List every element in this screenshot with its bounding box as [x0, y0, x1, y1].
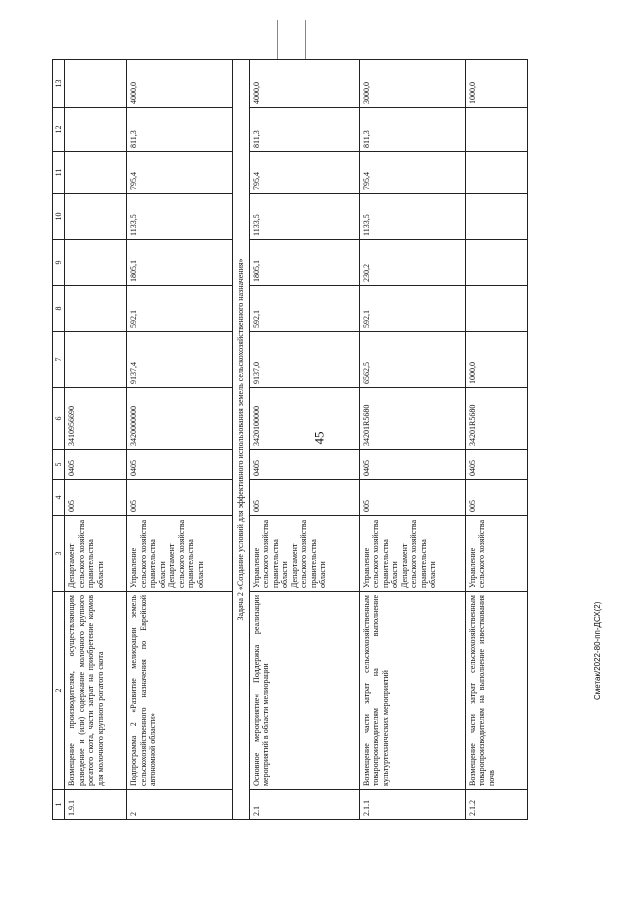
row-value: 9137,4 — [127, 332, 233, 388]
header-cell: 10 — [53, 194, 65, 240]
row-value: 1133,5 — [127, 194, 233, 240]
row-value: 1000,0 — [465, 60, 527, 108]
row-executor: Управление сельского хозяйства правительства области Департамент сельского хозяйства правительства области — [249, 516, 359, 592]
row-description: Возмещение производителям, осуществляющим разведение и (или) содержание молочного крупного рогатого скота, части затрат на приобретение кормов для молочного крупного рогатого скота — [65, 592, 127, 790]
row-value — [465, 108, 527, 152]
row-code: 0405 — [249, 450, 359, 480]
row-value: 230,2 — [359, 240, 465, 286]
row-value — [65, 332, 127, 388]
table-row — [127, 60, 233, 820]
row-description: Основное мероприятие« Поддержка реализации мероприятий в области мелиорации — [249, 592, 359, 790]
row-value: 811,3 — [359, 108, 465, 152]
row-value — [65, 108, 127, 152]
header-cell: 7 — [53, 332, 65, 388]
row-code: 0405 — [465, 450, 527, 480]
row-executor: Управление сельского хозяйства — [465, 516, 527, 592]
row-value — [65, 60, 127, 108]
row-code: 3420100000 — [249, 388, 359, 450]
task-row — [233, 60, 249, 820]
row-value: 1133,5 — [359, 194, 465, 240]
header-cell: 13 — [53, 60, 65, 108]
row-executor: Департамент сельского хозяйства правительства области — [65, 516, 127, 592]
row-number: 1.9.1 — [65, 790, 127, 820]
row-code: 34201R5680 — [359, 388, 465, 450]
row-code: 005 — [465, 480, 527, 516]
task-title: Задача 2 «Создание условий для эффективного использования земель сельскохозяйственного назначения» — [233, 60, 249, 820]
header-cell: 3 — [53, 516, 65, 592]
header-cell: 8 — [53, 286, 65, 332]
row-code: 3410956690 — [65, 388, 127, 450]
row-value: 795,4 — [249, 152, 359, 194]
row-code: 005 — [249, 480, 359, 516]
row-value — [65, 194, 127, 240]
rotated-table-container — [52, 60, 612, 820]
row-number: 2 — [127, 790, 233, 820]
budget-table — [52, 59, 528, 820]
row-code: 005 — [127, 480, 233, 516]
top-rule-right — [305, 20, 306, 60]
table-row — [359, 60, 465, 820]
row-value: 6562,5 — [359, 332, 465, 388]
row-value — [465, 240, 527, 286]
row-executor: Управление сельского хозяйства правительства области Департамент сельского хозяйства правительства области — [359, 516, 465, 592]
row-value: 1133,5 — [249, 194, 359, 240]
header-row — [53, 60, 65, 820]
row-value — [465, 286, 527, 332]
row-executor: Управление сельского хозяйства правительства области Департамент сельского хозяйства правительства области — [127, 516, 233, 592]
row-code: 34201R5680 — [465, 388, 527, 450]
row-code: 3420000000 — [127, 388, 233, 450]
header-cell: 9 — [53, 240, 65, 286]
row-value: 795,4 — [127, 152, 233, 194]
row-value: 795,4 — [359, 152, 465, 194]
row-value: 1805,1 — [127, 240, 233, 286]
table-row — [65, 60, 127, 820]
header-cell: 1 — [53, 790, 65, 820]
row-value: 3000,0 — [359, 60, 465, 108]
table-row — [465, 60, 527, 820]
row-code: 0405 — [359, 450, 465, 480]
row-code: 005 — [359, 480, 465, 516]
row-value: 4000,0 — [127, 60, 233, 108]
row-value: 811,3 — [249, 108, 359, 152]
row-number: 2.1 — [249, 790, 359, 820]
row-value: 811,3 — [127, 108, 233, 152]
row-code: 0405 — [127, 450, 233, 480]
header-cell: 4 — [53, 480, 65, 516]
row-value: 9137,0 — [249, 332, 359, 388]
row-value — [465, 194, 527, 240]
row-value — [65, 240, 127, 286]
header-cell: 11 — [53, 152, 65, 194]
row-value: 592,1 — [359, 286, 465, 332]
row-description: Возмещение части затрат сельскохозяйственным товаропроизводителям на выполнение культуртехнических мероприятий — [359, 592, 465, 790]
row-value: 1000,0 — [465, 332, 527, 388]
row-description: Подпрограмма 2 «Развитие мелиорации земель сельскохозяйственного назначения по Еврейской автономной области» — [127, 592, 233, 790]
top-rule-left — [277, 20, 278, 60]
row-value: 1805,1 — [249, 240, 359, 286]
table-row — [249, 60, 359, 820]
row-value — [65, 152, 127, 194]
row-description: Возмещение части затрат сельскохозяйственным товаропроизводителям на выполнение известкования почв — [465, 592, 527, 790]
page-number: 45 — [311, 431, 327, 445]
row-code: 005 — [65, 480, 127, 516]
row-value: 592,1 — [127, 286, 233, 332]
row-code: 0405 — [65, 450, 127, 480]
row-value — [465, 152, 527, 194]
row-number: 2.1.2 — [465, 790, 527, 820]
header-cell: 5 — [53, 450, 65, 480]
header-cell: 6 — [53, 388, 65, 450]
row-value: 592,1 — [249, 286, 359, 332]
header-cell: 2 — [53, 592, 65, 790]
header-cell: 12 — [53, 108, 65, 152]
row-value — [65, 286, 127, 332]
document-code: Сметак/2022-80-пп-ДСХ(2) — [593, 601, 602, 700]
row-value: 4000,0 — [249, 60, 359, 108]
row-number: 2.1.1 — [359, 790, 465, 820]
